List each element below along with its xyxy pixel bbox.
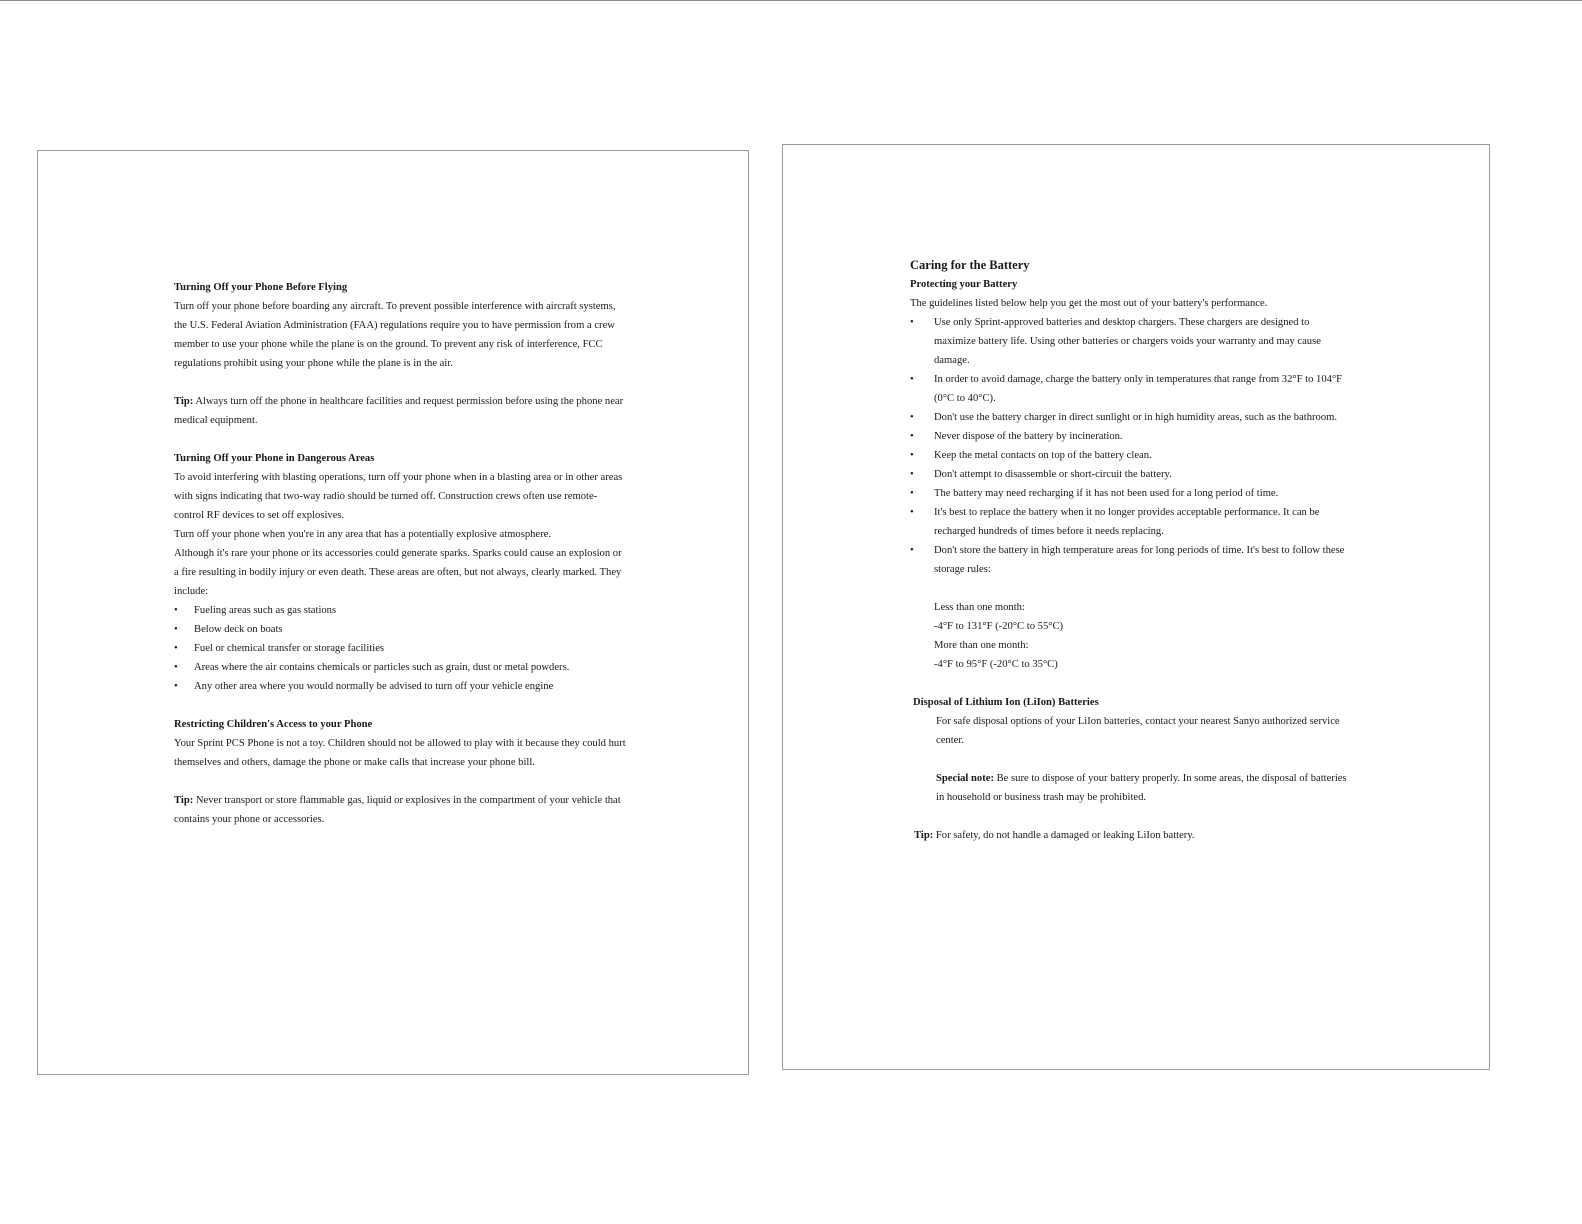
list-item: • Don't use the battery charger in direct sunlight or in high humidity areas, such as the bathroom. [910,408,1352,427]
list-item: • Keep the metal contacts on top of the battery clean. [910,446,1352,465]
special-note [910,769,1352,807]
right-page [782,144,1490,1070]
page-title: Caring for the Battery [910,258,1030,272]
spacer [910,579,1352,598]
spacer [910,674,1352,693]
top-rule [0,0,1582,1]
section-heading-protecting: Protecting your Battery [910,279,1018,290]
section-heading-children: Restricting Children's Access to your Phone [174,719,373,730]
spacer [174,696,626,715]
left-page-content [174,278,626,829]
left-page [37,150,749,1075]
special-note-text: Be sure to dispose of your battery properly. In some areas, the disposal of batteries in household or business trash may be prohibited. [936,773,1347,803]
tip-label: Tip: [914,830,934,841]
tip-text: For safety, do not handle a damaged or leaking LiIon battery. [933,830,1195,841]
list-item: • The battery may need recharging if it has not been used for a long period of time. [910,484,1352,503]
dangerous-areas-list [174,601,626,696]
tip-healthcare [174,392,626,430]
section-heading-flying: Turning Off your Phone Before Flying [174,282,348,293]
special-note-label: Special note: [936,773,994,784]
spacer [910,807,1352,826]
storage-less-range: -4°F to 131°F (-20°C to 55°C) [934,621,1064,632]
list-item: • In order to avoid damage, charge the battery only in temperatures that range from 32°F to 104°F (0°C to 40°C). [910,370,1352,408]
list-item: • Areas where the air contains chemicals or particles such as grain, dust or metal powders. [174,658,626,677]
tip-liion [910,826,1352,845]
list-item: • Below deck on boats [174,620,626,639]
spacer [174,772,626,791]
list-item: • Use only Sprint-approved batteries and desktop chargers. These chargers are designed to maximize battery life. Using other batteries or chargers voids your warranty and may cause damage. [910,313,1352,370]
tip-label: Tip: [174,396,194,407]
tip-flammable [174,791,626,829]
storage-less-label: Less than one month: [934,602,1025,613]
spacer [174,373,626,392]
section-heading-disposal: Disposal of Lithium Ion (LiIon) Batteries [913,697,1099,708]
section-heading-dangerous: Turning Off your Phone in Dangerous Areas [174,453,375,464]
battery-intro: The guidelines listed below help you get the most out of your battery's performance. [910,298,1268,309]
battery-guidelines-list [910,313,1352,579]
list-item: • Don't store the battery in high temperature areas for long periods of time. It's best to follow these storage rules: [910,541,1352,579]
disposal-paragraph: For safe disposal options of your LiIon batteries, contact your nearest Sanyo authorized service center. [936,716,1340,746]
right-page-content [910,256,1352,845]
list-item: • Any other area where you would normally be advised to turn off your vehicle engine [174,677,626,696]
list-item: • Fuel or chemical transfer or storage facilities [174,639,626,658]
tip-label: Tip: [174,795,194,806]
flying-paragraph: Turn off your phone before boarding any aircraft. To prevent possible interference with aircraft systems, the U.S. Federal Aviation Administration (FAA) regulations require you to have permission from a crew member to use your phone while the plane is on the ground. To prevent any risk of interference, FCC regulations prohibit using your phone while the plane is in the air. [174,301,616,369]
tip-text: Always turn off the phone in healthcare facilities and request permission before using the phone near medical equipment. [174,396,624,426]
children-paragraph: Your Sprint PCS Phone is not a toy. Children should not be allowed to play with it because they could hurt themselves and others, damage the phone or make calls that increase your phone bill. [174,738,626,768]
spacer [174,430,626,449]
list-item: • It's best to replace the battery when it no longer provides acceptable performance. It can be recharged hundreds of times before it needs replacing. [910,503,1352,541]
storage-more-label: More than one month: [934,640,1029,651]
storage-more-range: -4°F to 95°F (-20°C to 35°C) [934,659,1058,670]
tip-text: Never transport or store flammable gas, liquid or explosives in the compartment of your vehicle that contains your phone or accessories. [174,795,621,825]
list-item: • Never dispose of the battery by incineration. [910,427,1352,446]
storage-rules [910,598,1352,674]
dangerous-paragraph-1: To avoid interfering with blasting operations, turn off your phone when in a blasting area or in other areas with signs indicating that two-way radio should be turned off. Construction crews often use remote-control RF devices to set off explosives. [174,472,623,521]
list-item: • Don't attempt to disassemble or short-circuit the battery. [910,465,1352,484]
spacer [910,750,1352,769]
dangerous-paragraph-3: Although it's rare your phone or its accessories could generate sparks. Sparks could cause an explosion or a fire resulting in bodily injury or even death. These areas are often, but not always, clearly marked. They include: [174,548,622,597]
dangerous-paragraph-2: Turn off your phone when you're in any area that has a potentially explosive atmosphere. [174,529,552,540]
list-item: • Fueling areas such as gas stations [174,601,626,620]
